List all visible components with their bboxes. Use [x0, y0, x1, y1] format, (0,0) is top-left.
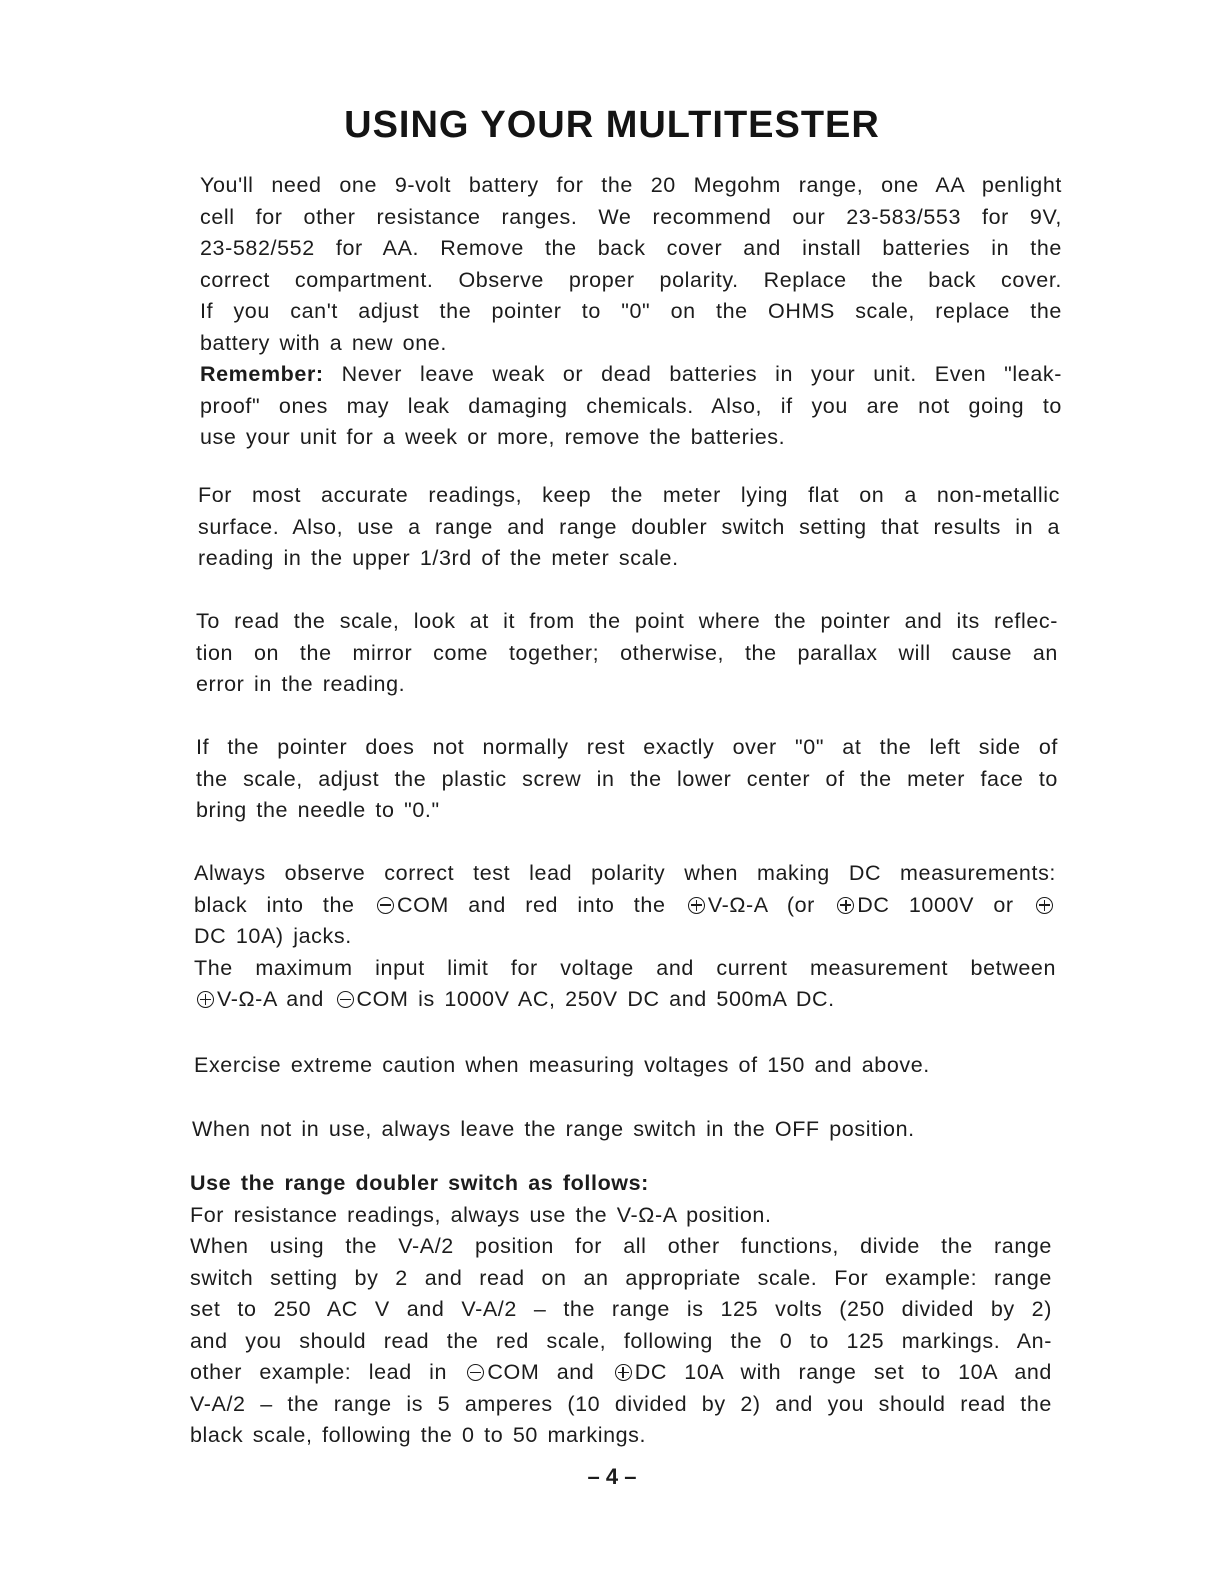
text-line: set to 250 AC V and V-A/2 – the range is 125 volts (250 divided by 2) — [190, 1297, 1052, 1321]
text-line: bring the needle to "0." — [196, 798, 440, 822]
off-position-paragraph — [192, 1114, 1054, 1146]
remember-label: Remember: — [200, 362, 324, 386]
text-line: Always observe correct test lead polarity when making DC measurements: — [194, 861, 1056, 885]
text-fragment: V-Ω-A and — [217, 987, 324, 1011]
range-doubler-section — [190, 1168, 1052, 1452]
text-line: If you can't adjust the pointer to "0" on the OHMS scale, replace the — [200, 299, 1062, 323]
remember-line — [200, 359, 1062, 391]
text-line: For most accurate readings, keep the meter lying flat on a non-metallic — [198, 483, 1060, 507]
minus-symbol-icon — [337, 991, 354, 1008]
text-line: proof" ones may leak damaging chemicals. Also, if you are not going to — [200, 393, 1062, 418]
text-fragment: COM is 1000V AC, 250V DC and 500mA DC. — [356, 987, 835, 1011]
text-line: DC 10A) jacks. — [194, 924, 352, 948]
text-line: When using the V-A/2 position for all other functions, divide the range — [190, 1234, 1052, 1258]
minus-symbol-icon — [467, 1364, 484, 1381]
remember-text: Never leave weak or dead batteries in your unit. Even "leak- — [341, 362, 1062, 386]
text-line: correct compartment. Observe proper polarity. Replace the back cover. — [200, 267, 1062, 292]
section-heading: Use the range doubler switch as follows: — [190, 1171, 649, 1195]
example-line — [190, 1357, 1052, 1389]
text-line: reading in the upper 1/3rd of the meter scale. — [198, 546, 679, 570]
text-fragment: DC 10A with range set to 10A and — [634, 1360, 1052, 1384]
text-line: tion on the mirror come together; otherwise, the parallax will cause an — [196, 640, 1058, 665]
text-line: Exercise extreme caution when measuring voltages of 150 and above. — [194, 1053, 930, 1077]
text-line: cell for other resistance ranges. We recommend our 23-583/553 for 9V, — [200, 204, 1062, 229]
scale-reading-paragraph — [196, 606, 1058, 701]
text-line: To read the scale, look at it from the point where the pointer and its reflec- — [196, 609, 1058, 633]
plus-symbol-icon — [837, 897, 854, 914]
plus-symbol-icon — [1036, 897, 1053, 914]
plus-symbol-icon — [615, 1364, 632, 1381]
text-line: error in the reading. — [196, 672, 406, 696]
text-fragment: other example: lead in — [190, 1360, 448, 1384]
text-line: When not in use, always leave the range switch in the OFF position. — [192, 1117, 915, 1141]
limit-line — [194, 984, 1056, 1016]
battery-paragraph — [200, 170, 1062, 454]
text-fragment: COM and — [487, 1360, 595, 1384]
text-line: 23-582/552 for AA. Remove the back cover and install batteries in the — [200, 236, 1062, 260]
text-fragment: black into the — [194, 892, 355, 917]
text-line: battery with a new one. — [200, 330, 447, 355]
zero-adjust-paragraph — [196, 732, 1058, 827]
text-fragment: DC 1000V or — [857, 892, 1014, 917]
text-line: surface. Also, use a range and range doubler switch setting that results in a — [198, 514, 1060, 539]
minus-symbol-icon — [377, 897, 394, 914]
polarity-paragraph — [194, 858, 1056, 1016]
plus-symbol-icon — [197, 991, 214, 1008]
text-line: If the pointer does not normally rest exactly over "0" at the left side of — [196, 735, 1058, 759]
text-line: the scale, adjust the plastic screw in the lower center of the meter face to — [196, 766, 1058, 791]
page-title: USING YOUR MULTITESTER — [344, 104, 880, 146]
text-line: use your unit for a week or more, remove the batteries. — [200, 425, 786, 449]
text-fragment: V-Ω-A (or — [707, 892, 815, 917]
text-line: switch setting by 2 and read on an appropriate scale. For example: range — [190, 1265, 1052, 1290]
text-line: black scale, following the 0 to 50 markings. — [190, 1423, 647, 1447]
text-line: You'll need one 9-volt battery for the 20 Megohm range, one AA penlight — [200, 173, 1062, 197]
page-number: – 4 – — [587, 1464, 637, 1489]
accuracy-paragraph — [198, 480, 1060, 575]
caution-paragraph — [194, 1050, 1056, 1082]
text-line: The maximum input limit for voltage and current measurement between — [194, 955, 1056, 980]
plus-symbol-icon — [688, 897, 705, 914]
text-line: V-A/2 – the range is 5 amperes (10 divided by 2) and you should read the — [190, 1391, 1052, 1416]
text-line: and you should read the red scale, following the 0 to 125 markings. An- — [190, 1328, 1052, 1353]
text-fragment: COM and red into the — [396, 892, 666, 917]
polarity-line — [194, 890, 1056, 922]
text-line: For resistance readings, always use the V-Ω-A position. — [190, 1202, 772, 1227]
